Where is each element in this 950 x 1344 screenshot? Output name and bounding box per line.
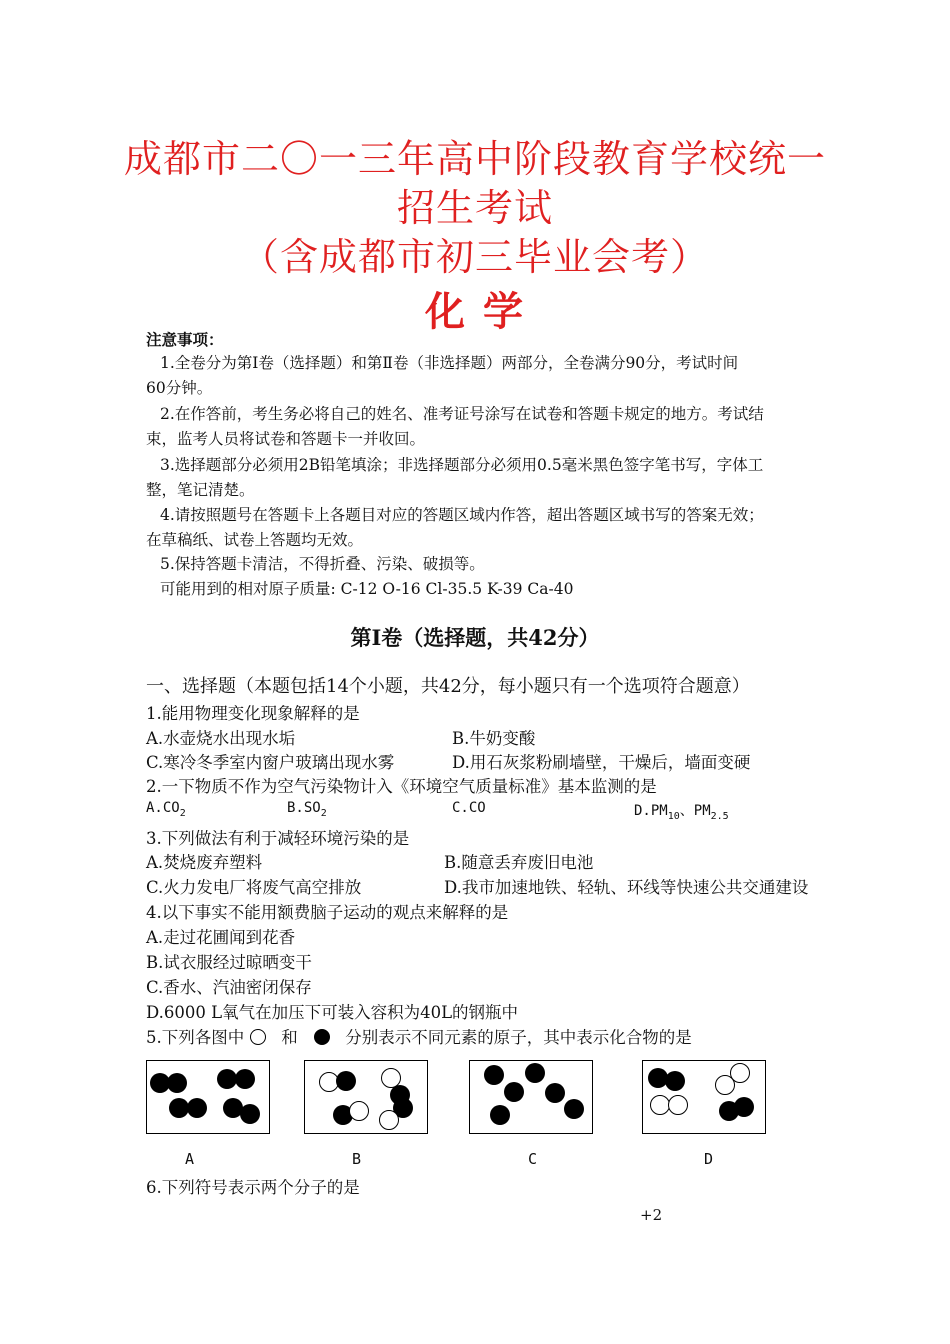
note-1-cont: 60分钟。 (146, 379, 213, 397)
q2-option-a: $A.CO_2$ (146, 800, 186, 819)
subject-title: 化 学 (425, 288, 525, 335)
q1-option-d: D.用石灰浆粉刷墙壁，干燥后，墙面变硬 (452, 753, 751, 772)
part1-heading: 第Ⅰ卷（选择题，共42分） (350, 625, 600, 650)
q4-option-a: A.走过花圃闻到花香 (146, 928, 296, 947)
white-atom (650, 1095, 670, 1115)
black-atom (490, 1105, 510, 1125)
black-atom (167, 1073, 187, 1093)
q1-option-a: A.水壶烧水出现水垢 (146, 729, 296, 748)
exam-title-line3: （含成都市初三毕业会考） (240, 235, 709, 279)
q1-option-c: C.寒冷冬季室内窗户玻璃出现水雾 (146, 753, 395, 772)
q1-option-b: B.牛奶变酸 (452, 729, 536, 748)
q2-option-b: $B.SO_2$ (287, 800, 327, 819)
black-atom (187, 1098, 207, 1118)
q5-diagram-d (642, 1060, 766, 1134)
note-1: 1.全卷分为第Ⅰ卷（选择题）和第Ⅱ卷（非选择题）两部分，全卷满分90分，考试时间 (160, 354, 739, 372)
note-2: 2.在作答前，考生务必将自己的姓名、准考证号涂写在试卷和答题卡规定的地方。考试结 (160, 405, 764, 423)
q3-option-a: A.焚烧废弃塑料 (146, 853, 263, 872)
q5-label-a: A (185, 1150, 195, 1168)
black-atom (525, 1063, 545, 1083)
note-4-cont: 在草稿纸、试卷上答题均无效。 (146, 531, 364, 549)
q5-diagram-a (146, 1060, 270, 1134)
q4-stem: 4.以下事实不能用额费脑子运动的观点来解释的是 (146, 903, 509, 922)
q5-diagram-b (304, 1060, 428, 1134)
q5-label-d: D (704, 1150, 714, 1168)
black-atom (484, 1065, 504, 1085)
q2-stem: 2.一下物质不作为空气污染物计入《环境空气质量标准》基本监测的是 (146, 777, 657, 796)
q3-option-c: C.火力发电厂将废气高空排放 (146, 878, 362, 897)
note-4: 4.请按照题号在答题卡上各题目对应的答题区域内作答，超出答题区域书写的答案无效； (160, 506, 764, 524)
white-atom (668, 1095, 688, 1115)
white-atom (379, 1110, 399, 1130)
q4-option-b: B.试衣服经过晾晒变干 (146, 953, 312, 972)
q5-label-c: C (528, 1150, 538, 1168)
black-atom (545, 1083, 565, 1103)
black-atom-icon (314, 1029, 330, 1045)
black-atom (564, 1099, 584, 1119)
q4-option-c: C.香水、汽油密闭保存 (146, 978, 312, 997)
note-3: 3.选择题部分必须用2B铅笔填涂；非选择题部分必须用0.5毫米黑色签字笔书写，字体工 (160, 456, 764, 474)
black-atom (504, 1082, 524, 1102)
black-atom (235, 1069, 255, 1089)
white-atom-icon (250, 1029, 266, 1045)
q2-option-d: $D.PM_{10}$、$PM_{2.5}$ (634, 803, 729, 822)
note-3-cont: 整，笔记清楚。 (146, 481, 255, 499)
q4-option-d: D.6000 L氧气在加压下可装入容积为40L的钢瓶中 (146, 1003, 519, 1022)
black-atom (217, 1069, 237, 1089)
black-atom (665, 1071, 685, 1091)
q3-option-d: D.我市加速地铁、轻轨、环线等快速公共交通建设 (444, 878, 809, 897)
q1-stem: 1.能用物理变化现象解释的是 (146, 704, 360, 723)
atomic-masses: 可能用到的相对原子质量: C-12 O-16 Cl-35.5 K-39 Ca-40 (160, 580, 574, 598)
black-atom (240, 1104, 260, 1124)
q2-option-c: C.CO (452, 800, 486, 816)
note-2-cont: 束，监考人员将试卷和答题卡一并收回。 (146, 430, 426, 448)
section1-heading: 一、选择题（本题包括14个小题，共42分，每小题只有一个选项符合题意） (146, 676, 750, 697)
q6-stem: 6.下列符号表示两个分子的是 (146, 1178, 360, 1197)
q5-diagram-c (469, 1060, 593, 1134)
page-mark: +2 (640, 1206, 663, 1224)
note-5: 5.保持答题卡清洁，不得折叠、污染、破损等。 (160, 555, 485, 573)
white-atom (349, 1101, 369, 1121)
exam-title-line1: 成都市二〇一三年高中阶段教育学校统一 (123, 137, 826, 181)
black-atom (336, 1071, 356, 1091)
q3-option-b: B.随意丢弃废旧电池 (444, 853, 594, 872)
notes-heading: 注意事项： (146, 330, 224, 349)
black-atom (169, 1098, 189, 1118)
q3-stem: 3.下列做法有利于减轻环境污染的是 (146, 829, 410, 848)
q5-stem: 5.下列各图中 和 分别表示不同元素的原子，其中表示化合物的是 (146, 1028, 692, 1047)
white-atom (730, 1063, 750, 1083)
q5-label-b: B (352, 1150, 362, 1168)
black-atom (734, 1097, 754, 1117)
exam-title-line2: 招生考试 (396, 186, 553, 230)
